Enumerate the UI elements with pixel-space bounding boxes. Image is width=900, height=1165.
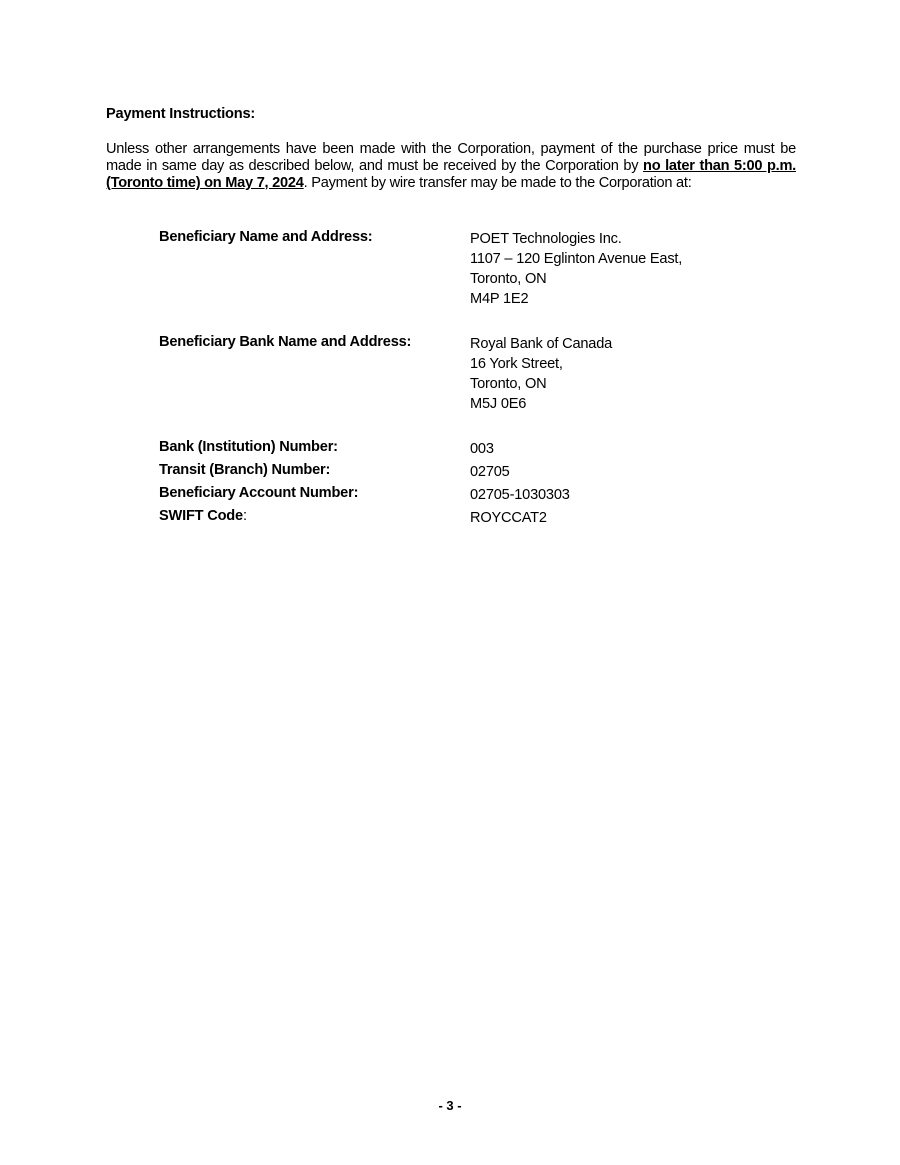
institution-number: 003: [470, 441, 494, 457]
bank-address: [470, 334, 612, 414]
bank-name: Royal Bank of Canada: [470, 336, 613, 352]
beneficiary-city: Toronto, ON: [470, 271, 547, 287]
account-label: Beneficiary Account Number:: [159, 485, 359, 501]
beneficiary-postal-code: M4P 1E2: [470, 291, 529, 307]
payment-deadline: no later than 5:00 p.m. (Toronto time) on May 7, 2024: [106, 158, 796, 191]
page-number: - 3 -: [438, 1098, 462, 1113]
swift-label: [159, 508, 247, 525]
beneficiary-name: POET Technologies Inc.: [470, 231, 622, 247]
section-heading: Payment Instructions:: [106, 106, 256, 122]
payment-intro-paragraph: [106, 141, 796, 192]
bank-city: Toronto, ON: [470, 376, 547, 392]
bank-postal-code: M5J 0E6: [470, 396, 527, 412]
bank-street: 16 York Street,: [470, 356, 563, 372]
beneficiary-label: Beneficiary Name and Address:: [159, 229, 373, 245]
swift-label-text: SWIFT Code: [159, 508, 243, 524]
beneficiary-address: [470, 229, 682, 309]
bank-label: Beneficiary Bank Name and Address:: [159, 334, 412, 350]
institution-label: Bank (Institution) Number:: [159, 439, 338, 455]
beneficiary-street: 1107 – 120 Eglinton Avenue East,: [470, 251, 683, 267]
transit-label: Transit (Branch) Number:: [159, 462, 331, 478]
account-number: 02705-1030303: [470, 487, 570, 503]
transit-number: 02705: [470, 464, 510, 480]
intro-text-start: Unless other arrangements have been made with the Corporation, payment of the purchase price must be made in same day as described below, and must be received by the Corporation by: [106, 141, 796, 174]
swift-label-colon: :: [242, 508, 247, 524]
swift-code: ROYCCAT2: [470, 510, 547, 526]
intro-text-end: . Payment by wire transfer may be made to the Corporation at:: [303, 175, 692, 191]
